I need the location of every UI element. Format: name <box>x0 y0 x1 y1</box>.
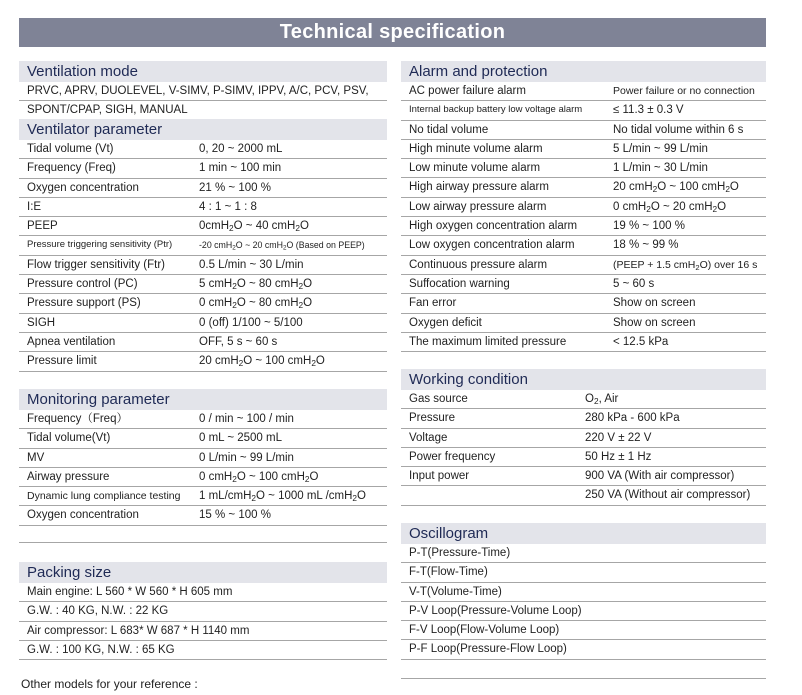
list-item <box>401 602 766 621</box>
table-row <box>19 179 387 198</box>
table-row <box>19 314 387 333</box>
param-value: 0.5 L/min ~ 30 L/min <box>199 258 304 271</box>
list-item <box>401 621 766 640</box>
oscillogram-list <box>401 544 766 660</box>
ventilator-parameter-heading: Ventilator parameter <box>19 119 387 140</box>
list-item <box>401 544 766 563</box>
param-value: OFF, 5 s ~ 60 s <box>199 335 278 348</box>
param-label: Airway pressure <box>27 470 110 483</box>
param-label: Low minute volume alarm <box>409 162 541 175</box>
list-item <box>19 622 387 641</box>
param-label: Low airway pressure alarm <box>409 200 547 213</box>
param-label: AC power failure alarm <box>409 85 526 97</box>
working-condition-heading: Working condition <box>401 369 766 390</box>
param-label: Frequency (Freq) <box>27 162 116 175</box>
monitoring-parameter-heading: Monitoring parameter <box>19 389 387 410</box>
param-label: Pressure control (PC) <box>27 278 138 291</box>
param-label: The maximum limited pressure <box>409 335 567 348</box>
table-row <box>19 487 387 506</box>
param-value: 280 kPa - 600 kPa <box>585 412 680 425</box>
param-value: Show on screen <box>613 297 696 310</box>
param-value: 1 min ~ 100 min <box>199 162 282 175</box>
oscillogram-text: P-F Loop(Pressure-Flow Loop) <box>409 643 567 656</box>
table-row <box>19 468 387 487</box>
param-value: 0 L/min ~ 99 L/min <box>199 451 294 464</box>
param-label: High airway pressure alarm <box>409 181 549 194</box>
packing-size-text: G.W. : 40 KG, N.W. : 22 KG <box>27 605 169 618</box>
table-row <box>401 198 766 217</box>
ventilator-parameter-table <box>19 140 387 372</box>
table-row <box>401 159 766 178</box>
list-item <box>19 641 387 660</box>
table-row <box>401 275 766 294</box>
table-row <box>19 506 387 525</box>
table-row <box>19 294 387 313</box>
table-row <box>19 449 387 468</box>
packing-size-text: Air compressor: L 683* W 687 * H 1140 mm <box>27 624 250 637</box>
param-value: 1 L/min ~ 30 L/min <box>613 162 708 175</box>
param-label: Dynamic lung compliance testing <box>27 490 181 503</box>
param-label: Voltage <box>409 431 448 444</box>
param-value: $O_2$, Air <box>585 393 619 407</box>
param-label: MV <box>27 451 45 464</box>
table-row <box>19 275 387 294</box>
param-value: 0, 20 ~ 2000 mL <box>199 143 283 155</box>
table-row <box>19 198 387 217</box>
table-row <box>401 256 766 275</box>
param-value: 220 V ± 22 V <box>585 431 652 444</box>
table-row <box>401 140 766 159</box>
param-value: 0 cmH$_2$O ~ 100 cmH$_2$O <box>199 470 319 484</box>
param-value: 900 VA (With air compressor) <box>585 470 735 483</box>
table-row <box>401 486 766 505</box>
section-end-divider <box>19 542 387 543</box>
param-value: ≤ 11.3 ± 0.3 V <box>613 104 684 117</box>
list-item <box>401 640 766 659</box>
table-row <box>19 256 387 275</box>
table-row <box>401 217 766 236</box>
table-row <box>401 294 766 313</box>
footer-note: Other models for your reference : <box>21 677 198 691</box>
table-row <box>401 101 766 120</box>
list-item <box>401 583 766 602</box>
param-value: 0cmH$_2$O ~ 40 cmH$_2$O <box>199 220 309 234</box>
param-label: High oxygen concentration alarm <box>409 220 578 233</box>
param-value: No tidal volume within 6 s <box>613 123 744 136</box>
param-value: 4 : 1 ~ 1 : 8 <box>199 200 257 213</box>
packing-size-text: Main engine: L 560 * W 560 * H 605 mm <box>27 586 233 598</box>
table-row <box>19 429 387 448</box>
param-value: 20 cmH$_2$O ~ 100 cmH$_2$O <box>199 355 325 369</box>
working-condition-table <box>401 390 766 506</box>
param-label: Continuous pressure alarm <box>409 258 548 271</box>
param-value: 250 VA (Without air compressor) <box>585 489 751 502</box>
table-row <box>19 410 387 429</box>
param-label: Pressure support (PS) <box>27 297 141 310</box>
left-column <box>19 0 387 695</box>
param-value: 1 mL/cmH$_2$O ~ 1000 mL /cmH$_2$O <box>199 490 366 504</box>
ventilation-mode-heading: Ventilation mode <box>19 61 387 82</box>
ventilation-mode-text: PRVC, APRV, DUOLEVEL, V-SIMV, P-SIMV, IPPV, A/C, PCV, PSV, <box>27 85 369 97</box>
param-value: 5 L/min ~ 99 L/min <box>613 142 708 155</box>
oscillogram-text: F-T(Flow-Time) <box>409 566 488 579</box>
right-column <box>401 0 766 695</box>
param-label: PEEP <box>27 220 58 233</box>
param-value: 20 cmH$_2$O ~ 100 cmH$_2$O <box>613 181 739 195</box>
param-value: 21 % ~ 100 % <box>199 181 271 194</box>
table-row <box>19 159 387 178</box>
table-row <box>401 236 766 255</box>
section-end-divider <box>401 678 766 679</box>
list-item <box>19 602 387 621</box>
param-label: SIGH <box>27 316 56 329</box>
param-label: Oxygen deficit <box>409 316 482 329</box>
param-label: Power frequency <box>409 450 496 463</box>
param-label: Frequency（Freq） <box>27 413 128 425</box>
param-value: 5 cmH$_2$O ~ 80 cmH$_2$O <box>199 278 313 292</box>
table-row <box>401 82 766 101</box>
table-row <box>19 236 387 255</box>
param-value: 0 mL ~ 2500 mL <box>199 432 282 445</box>
table-row <box>401 409 766 428</box>
oscillogram-heading: Oscillogram <box>401 523 766 544</box>
packing-size-heading: Packing size <box>19 562 387 583</box>
oscillogram-text: P-T(Pressure-Time) <box>409 547 511 559</box>
param-value: 0 cmH$_2$O ~ 80 cmH$_2$O <box>199 297 313 311</box>
table-row <box>401 429 766 448</box>
param-label: Oxygen concentration <box>27 181 139 194</box>
param-value: 0 / min ~ 100 / min <box>199 413 294 425</box>
param-value: < 12.5 kPa <box>613 335 669 348</box>
table-row <box>401 121 766 140</box>
ventilation-mode-list <box>19 82 387 121</box>
param-value: 0 (off) 1/100 ~ 5/100 <box>199 316 303 329</box>
packing-size-list <box>19 583 387 660</box>
page-title: Technical specification <box>19 18 766 47</box>
table-row <box>401 467 766 486</box>
param-value: Show on screen <box>613 316 696 329</box>
param-label: Suffocation warning <box>409 277 510 290</box>
oscillogram-text: F-V Loop(Flow-Volume Loop) <box>409 624 560 637</box>
param-value: 0 cmH$_2$O ~ 20 cmH$_2$O <box>613 200 727 214</box>
param-label: Oxygen concentration <box>27 509 139 522</box>
param-value: 50 Hz ± 1 Hz <box>585 450 652 463</box>
param-value: 15 % ~ 100 % <box>199 509 271 522</box>
param-label: Input power <box>409 470 470 483</box>
param-label: Tidal volume(Vt) <box>27 432 111 445</box>
param-value: 18 % ~ 99 % <box>613 239 679 252</box>
param-label: No tidal volume <box>409 123 489 136</box>
ventilation-mode-line <box>19 82 387 101</box>
param-label: Tidal volume (Vt) <box>27 143 114 155</box>
ventilation-mode-line <box>19 101 387 120</box>
param-label: Fan error <box>409 297 457 310</box>
monitoring-parameter-table <box>19 410 387 526</box>
table-row <box>401 314 766 333</box>
oscillogram-text: P-V Loop(Pressure-Volume Loop) <box>409 604 582 617</box>
param-label: I:E <box>27 200 42 213</box>
param-value: -20 cmH$_2$O ~ 20 cmH$_2$O (Based on PEEP) <box>199 240 365 253</box>
param-value: (PEEP + 1.5 cmH$_2$O) over 16 s <box>613 258 758 272</box>
alarm-protection-heading: Alarm and protection <box>401 61 766 82</box>
list-item <box>19 583 387 602</box>
list-item <box>401 563 766 582</box>
param-label: Apnea ventilation <box>27 335 116 348</box>
table-row <box>19 352 387 371</box>
param-value: 5 ~ 60 s <box>613 277 655 290</box>
table-row <box>401 333 766 352</box>
table-row <box>401 390 766 409</box>
table-row <box>19 217 387 236</box>
param-label: Flow trigger sensitivity (Ftr) <box>27 258 166 271</box>
table-row <box>19 140 387 159</box>
param-label: High minute volume alarm <box>409 142 543 155</box>
table-row <box>401 448 766 467</box>
param-label: Low oxygen concentration alarm <box>409 239 575 252</box>
param-label: Internal backup battery low voltage alarm <box>409 104 583 116</box>
param-label: Pressure limit <box>27 355 97 368</box>
table-row <box>19 333 387 352</box>
ventilation-mode-text: SPONT/CPAP, SIGH, MANUAL <box>27 104 188 117</box>
table-row <box>401 178 766 197</box>
packing-size-text: G.W. : 100 KG, N.W. : 65 KG <box>27 643 175 656</box>
alarm-protection-table <box>401 82 766 352</box>
param-label: Gas source <box>409 393 468 405</box>
param-value: 19 % ~ 100 % <box>613 220 685 233</box>
param-label: Pressure <box>409 412 456 425</box>
param-value: Power failure or no connection <box>613 85 755 97</box>
param-label: Pressure triggering sensitivity (Ptr) <box>27 239 173 251</box>
oscillogram-text: V-T(Volume-Time) <box>409 585 502 598</box>
